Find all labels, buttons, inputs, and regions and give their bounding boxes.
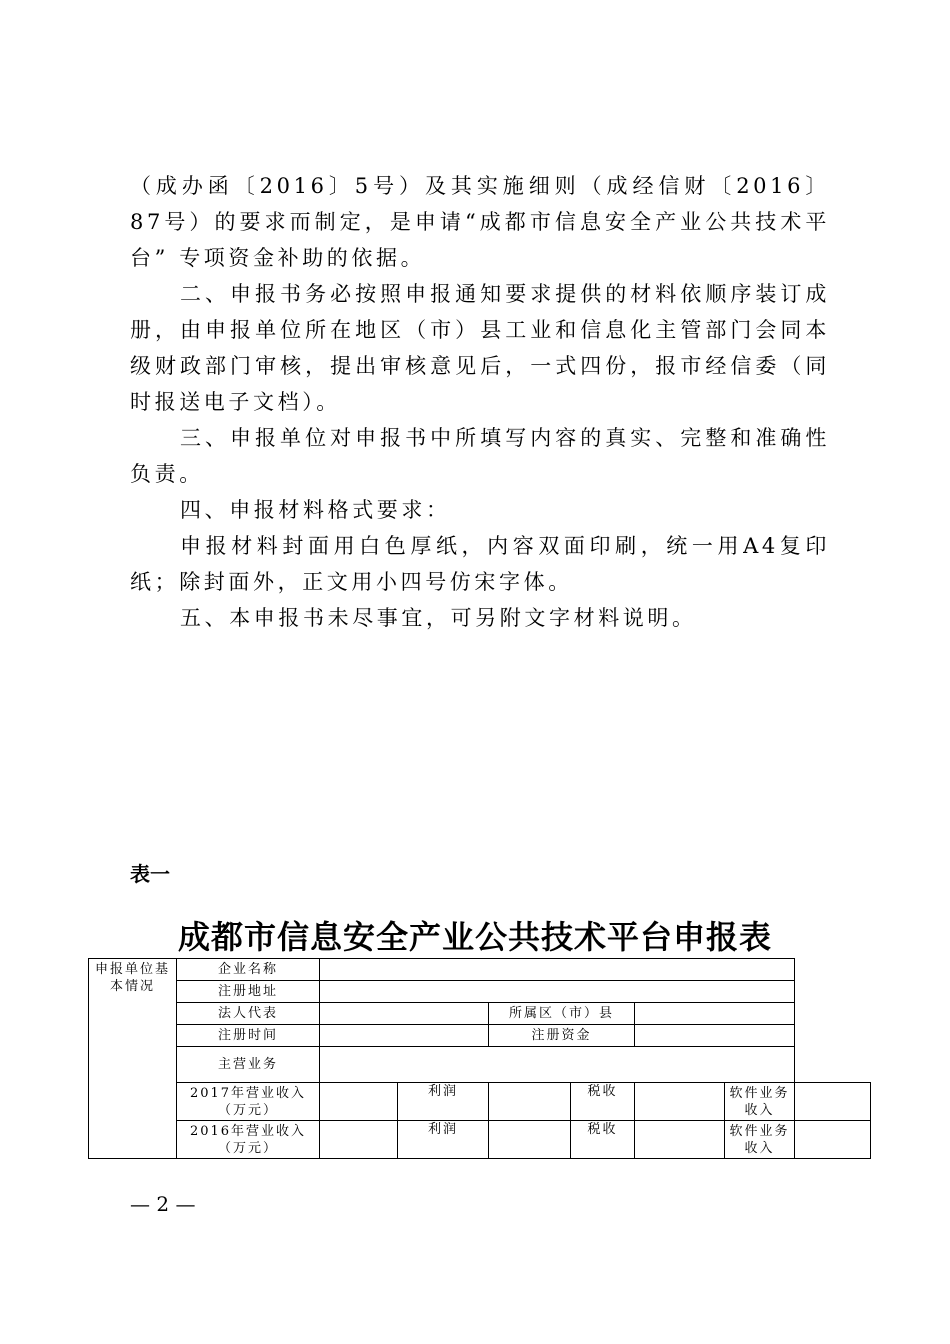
table-label: 表一 bbox=[130, 862, 170, 886]
tax-2016-value[interactable] bbox=[635, 1121, 725, 1159]
paragraph-item-2: 二、申报书务必按照申报通知要求提供的材料依顺序装订成册，由申报单位所在地区（市）县工业和信息化主管部门会同本级财政部门审核，提出审核意见后，一式四份，报市经信委（同时报送电子文档）。 bbox=[130, 282, 830, 414]
paragraph-item-5: 五、本申报书未尽事宜，可另附文字材料说明。 bbox=[180, 606, 697, 630]
reg-capital-label: 注册资金 bbox=[489, 1025, 635, 1047]
district-value[interactable] bbox=[635, 1003, 795, 1025]
paragraph-item-3: 三、申报单位对申报书中所填写内容的真实、完整和准确性负责。 bbox=[130, 426, 830, 486]
software-revenue-2017-value[interactable] bbox=[795, 1083, 871, 1121]
main-business-value[interactable] bbox=[320, 1047, 795, 1083]
revenue-2016-label: 2016年营业收入（万元） bbox=[177, 1121, 320, 1159]
profit-2016-value[interactable] bbox=[489, 1121, 571, 1159]
profit-2017-value[interactable] bbox=[489, 1083, 571, 1121]
software-revenue-2016-value[interactable] bbox=[795, 1121, 871, 1159]
section-label: 申报单位基本情况 bbox=[94, 962, 170, 994]
reg-address-value[interactable] bbox=[320, 981, 795, 1003]
page-number: — 2 — bbox=[130, 1192, 196, 1216]
tax-2017-label: 税收 bbox=[571, 1083, 635, 1121]
revenue-2016-value[interactable] bbox=[320, 1121, 398, 1159]
revenue-2017-label: 2017年营业收入（万元） bbox=[177, 1083, 320, 1121]
application-form-table bbox=[88, 958, 871, 1159]
company-name-value[interactable] bbox=[320, 959, 795, 981]
form-title: 成都市信息安全产业公共技术平台申报表 bbox=[177, 918, 772, 956]
district-label: 所属区（市）县 bbox=[489, 1003, 635, 1025]
paragraph-format-requirements: 申报材料封面用白色厚纸，内容双面印刷，统一用A4复印纸；除封面外，正文用小四号仿宋字体。 bbox=[130, 534, 830, 594]
tax-2016-label: 税收 bbox=[571, 1121, 635, 1159]
reg-time-value[interactable] bbox=[320, 1025, 489, 1047]
paragraph-item-4: 四、申报材料格式要求： bbox=[180, 498, 451, 522]
reg-time-label: 注册时间 bbox=[177, 1025, 320, 1047]
legal-rep-value[interactable] bbox=[320, 1003, 489, 1025]
software-revenue-2017-label: 软件业务收入 bbox=[725, 1083, 795, 1121]
reg-capital-value[interactable] bbox=[635, 1025, 795, 1047]
company-name-label: 企业名称 bbox=[177, 959, 320, 981]
profit-2017-label: 利润 bbox=[398, 1083, 489, 1121]
reg-address-label: 注册地址 bbox=[177, 981, 320, 1003]
revenue-2017-value[interactable] bbox=[320, 1083, 398, 1121]
software-revenue-2016-label: 软件业务收入 bbox=[725, 1121, 795, 1159]
profit-2016-label: 利润 bbox=[398, 1121, 489, 1159]
section-label-cell bbox=[89, 959, 177, 1159]
legal-rep-label: 法人代表 bbox=[177, 1003, 320, 1025]
tax-2017-value[interactable] bbox=[635, 1083, 725, 1121]
paragraph-continuation: （成办函〔2016〕5号）及其实施细则（成经信财〔2016〕87号）的要求而制定，是申请“成都市信息安全产业公共技术平台” 专项资金补助的依据。 bbox=[130, 174, 830, 270]
main-business-label: 主营业务 bbox=[177, 1047, 320, 1083]
